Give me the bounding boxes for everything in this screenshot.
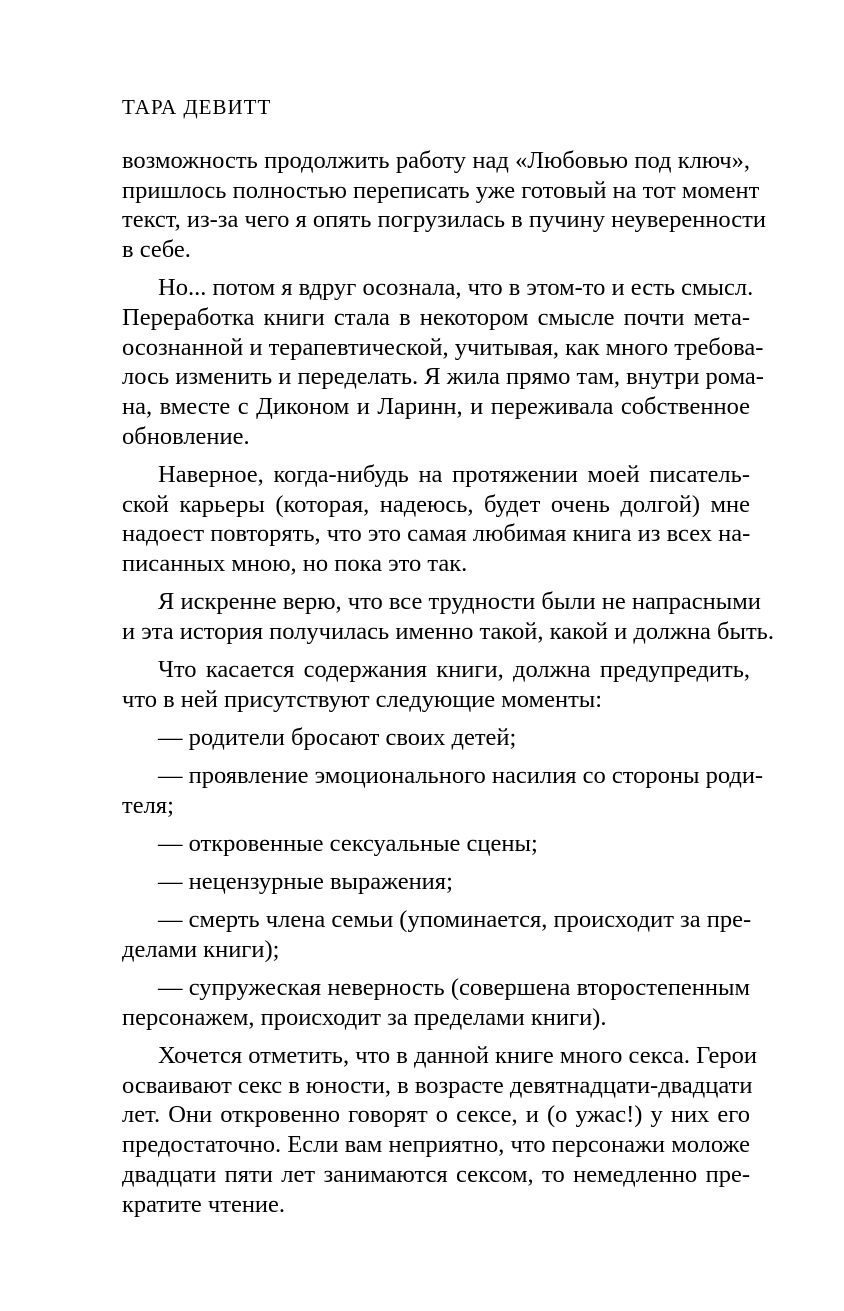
list-item	[122, 829, 750, 859]
text-line: Я искренне верю, что все трудности были не напрасными	[158, 588, 761, 616]
list-item	[122, 867, 750, 897]
text-line: — нецензурные выражения;	[158, 868, 453, 896]
text-line: осваивают секс в юности, в возрасте девятнадцати-двадцати	[122, 1071, 753, 1099]
text-line: Хочется отметить, что в данной книге много секса. Герои	[158, 1042, 757, 1070]
text-line: — смерть члена семьи (упоминается, происходит за пре-	[158, 906, 752, 934]
text-line: делами книги);	[122, 936, 280, 963]
text-line: Наверное, когда-нибудь на протяжении моей писатель-	[158, 460, 750, 488]
text-line: надоест повторять, что это самая любимая книга из всех на-	[122, 520, 751, 548]
text-line: писанных мною, но пока это так.	[122, 549, 468, 577]
list-item	[122, 973, 750, 1032]
text-line: — супружеская неверность (совершена второстепенным	[158, 974, 750, 1002]
paragraph	[122, 655, 750, 714]
paragraph	[122, 273, 764, 451]
text-line: пришлось полностью переписать уже готовый на тот момент	[122, 176, 760, 204]
text-line: осознанной и терапевтической, учитывая, как много требова-	[122, 333, 764, 361]
text-line: — откровенные сексуальные сцены;	[158, 829, 538, 857]
paragraph	[122, 460, 750, 579]
text-line: в себе.	[122, 236, 191, 264]
text-line: что в ней присутствуют следующие моменты:	[122, 685, 603, 713]
text-line: предостаточно. Если вам неприятно, что персонажи моложе	[122, 1131, 750, 1159]
text-line: на, вместе с Диконом и Ларинн, и переживала собственное	[122, 393, 750, 420]
text-line: теля;	[122, 791, 174, 819]
text-line: и эта история получилась именно такой, какой и должна быть.	[122, 617, 774, 645]
text-body	[122, 146, 774, 1219]
running-title: ТАРА ДЕВИТТ	[122, 95, 272, 119]
text-line: Переработка книги стала в некотором смысле почти мета-	[122, 303, 750, 331]
text-line: обновление.	[122, 422, 250, 450]
text-line: лось изменить и переделать. Я жила прямо там, внутри рома-	[122, 363, 764, 391]
paragraph	[122, 146, 766, 265]
paragraph	[122, 587, 774, 646]
text-line: Но... потом я вдруг осознала, что в этом-то и есть смысл.	[158, 274, 754, 302]
text-line: персонажем, происходит за пределами книги).	[122, 1003, 607, 1031]
text-line: кратите чтение.	[122, 1190, 286, 1218]
list-item	[122, 761, 764, 820]
text-line: лет. Они откровенно говорят о сексе, и (о ужас!) у них его	[122, 1101, 750, 1129]
text-line: — родители бросают своих детей;	[158, 723, 517, 751]
list-item	[122, 723, 750, 753]
text-line: ской карьеры (которая, надеюсь, будет очень долгой) мне	[122, 490, 750, 518]
text-line: — проявление эмоционального насилия со стороны роди-	[158, 762, 764, 790]
text-line: двадцати пяти лет занимаются сексом, то немедленно пре-	[122, 1160, 750, 1188]
list-item	[122, 905, 750, 964]
text-line: возможность продолжить работу над «Любовью под ключ»,	[122, 147, 750, 174]
text-line: Что касается содержания книги, должна предупредить,	[158, 656, 750, 683]
paragraph	[122, 1041, 757, 1219]
text-line: текст, из-за чего я опять погрузилась в пучину неуверенности	[122, 206, 766, 234]
